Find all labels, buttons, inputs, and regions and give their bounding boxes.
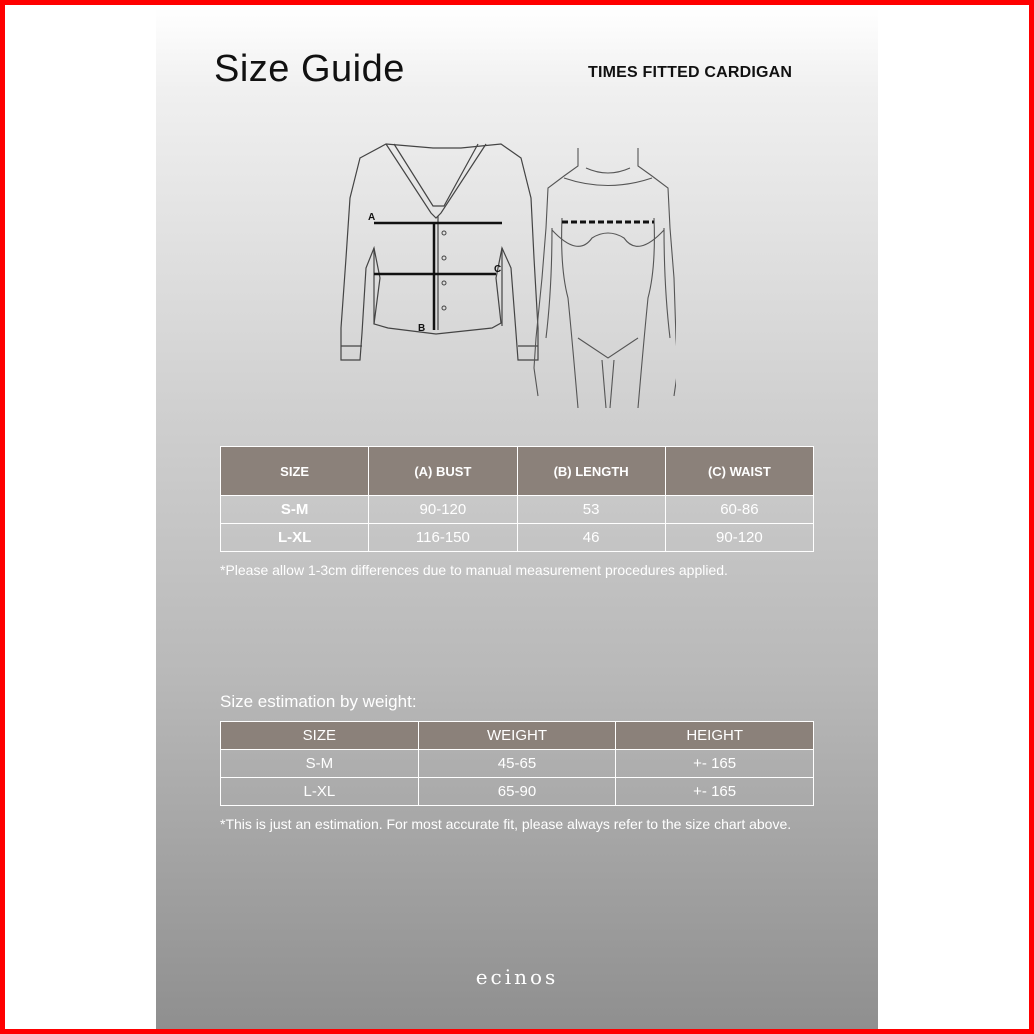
cell-size: S-M — [221, 750, 419, 778]
weight-chart-header-row — [221, 722, 814, 750]
header-weight: WEIGHT — [418, 722, 616, 750]
size-chart-header-row — [221, 447, 814, 496]
cell-bust: 90-120 — [369, 496, 517, 524]
header-height: HEIGHT — [616, 722, 814, 750]
cardigan-sketch — [341, 144, 538, 360]
table-row — [221, 496, 814, 524]
cell-weight: 45-65 — [418, 750, 616, 778]
cell-length: 46 — [517, 524, 665, 552]
weight-section-heading: Size estimation by weight: — [220, 692, 417, 711]
table-row — [221, 750, 814, 778]
header-length: (B) LENGTH — [517, 447, 665, 496]
header-bust: (A) BUST — [369, 447, 517, 496]
header-size: SIZE — [221, 722, 419, 750]
cell-waist: 90-120 — [665, 524, 813, 552]
estimation-note: *This is just an estimation. For most accurate fit, please always refer to the size chart above. — [220, 816, 792, 832]
page-title: Size Guide — [214, 48, 405, 90]
cell-length: 53 — [517, 496, 665, 524]
cell-size: L-XL — [221, 524, 369, 552]
size-chart-table — [220, 446, 814, 552]
table-row — [221, 778, 814, 806]
brand-logo: ecinos — [475, 965, 559, 989]
cell-weight: 65-90 — [418, 778, 616, 806]
body-figure-sketch — [534, 148, 676, 408]
weight-chart-table — [220, 721, 814, 806]
garment-illustration — [316, 138, 676, 418]
cell-bust: 116-150 — [369, 524, 517, 552]
cell-waist: 60-86 — [665, 496, 813, 524]
measurement-note: *Please allow 1-3cm differences due to manual measurement procedures applied. — [220, 562, 728, 578]
label-b: B — [418, 323, 426, 334]
button-dots — [442, 231, 446, 310]
header-size: SIZE — [221, 447, 369, 496]
header-waist: (C) WAIST — [665, 447, 813, 496]
size-guide-card — [156, 8, 878, 1029]
label-c: C — [494, 264, 502, 275]
label-a: A — [368, 212, 376, 223]
cell-size: S-M — [221, 496, 369, 524]
table-row — [221, 524, 814, 552]
cell-height: +- 165 — [616, 778, 814, 806]
product-name: TIMES FITTED CARDIGAN — [588, 64, 793, 81]
cell-size: L-XL — [221, 778, 419, 806]
cell-height: +- 165 — [616, 750, 814, 778]
